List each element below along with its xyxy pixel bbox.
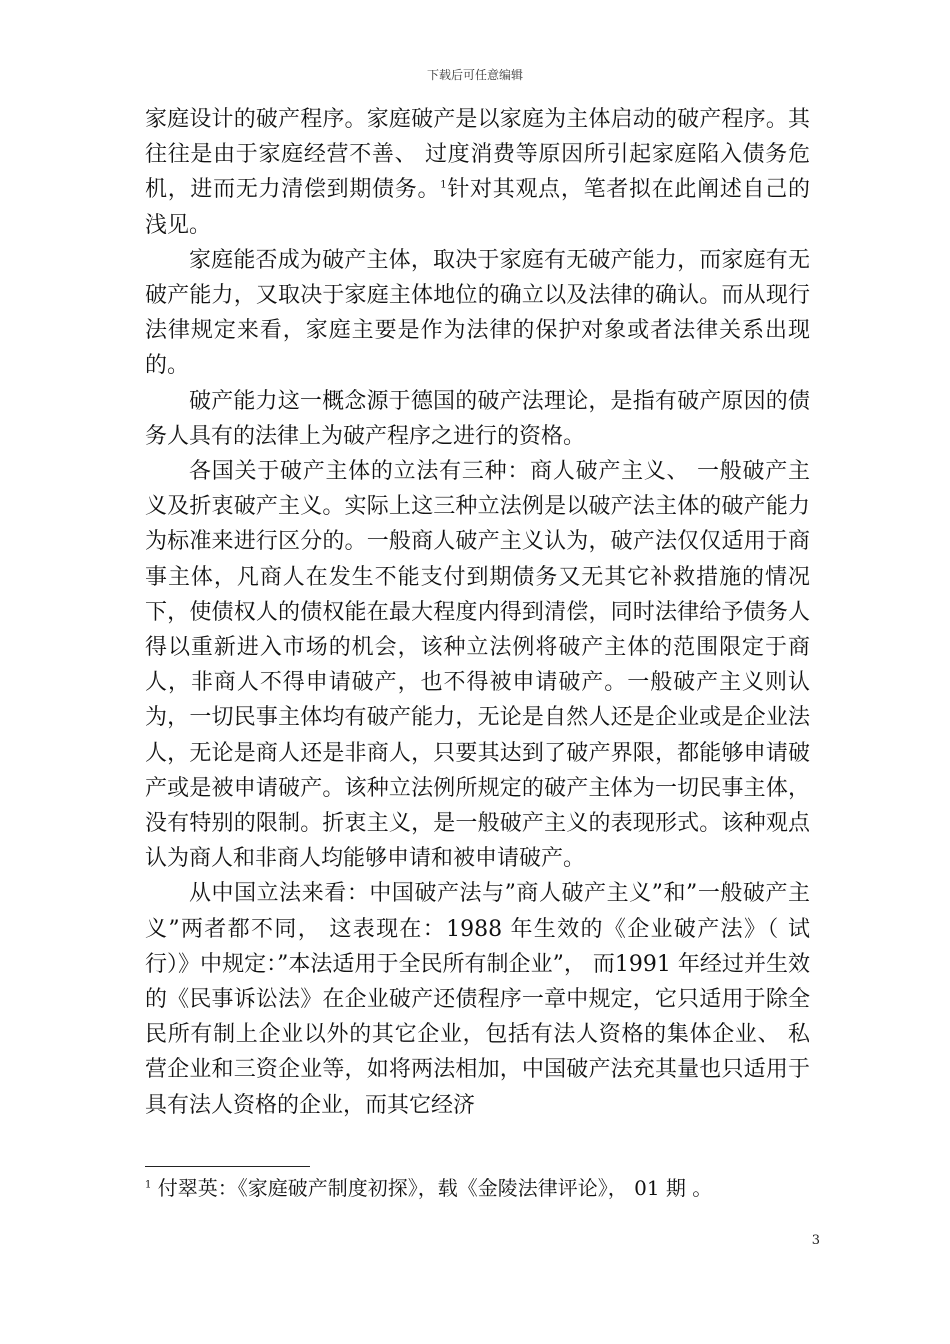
footnote-reference[interactable]: 1 — [440, 180, 447, 192]
document-body — [145, 102, 810, 1123]
footnote — [145, 1172, 805, 1204]
page-header: 下载后可任意编辑 — [426, 68, 523, 82]
paragraph-2: 家庭能否成为破产主体，取决于家庭有无破产能力，而家庭有无破产能力，又取决于家庭主体地位的确立以及法律的确认。而从现行法律规定来看，家庭主要是作为法律的保护对象或者法律关系出现的。 — [145, 247, 810, 379]
paragraph-3: 破产能力这一概念源于德国的破产法理论，是指有破产原因的债务人具有的法律上为破产程序之进行的资格。 — [145, 388, 810, 449]
footnote-number: 1 — [145, 1179, 152, 1191]
page-number: 3 — [811, 1233, 820, 1248]
paragraph-1 — [145, 102, 810, 243]
footnote-separator — [145, 1166, 310, 1167]
footnote-text: 付翠英：《家庭破产制度初探》，载《金陵法律评论》， 01 期 。 — [157, 1176, 713, 1200]
paragraph-1-text-a: 家庭设计的破产程序。家庭破产是以家庭为主体启动的破产程序。其往往是由于家庭经营不善、 过度消费等原因所引起家庭陷入债务危机，进而无力清偿到期债务。 — [145, 107, 810, 203]
paragraph-1-text-b: 针对其观点，笔者拟在此阐述自己的浅见。 — [145, 177, 810, 238]
paragraph-4: 各国关于破产主体的立法有三种：商人破产主义、 一般破产主义及折衷破产主义。实际上这三种立法例是以破产法主体的破产能力为标准来进行区分的。一般商人破产主义认为，破产法仅仅适用于商事主体，凡商人在发生不能支付到期债务又无其它补救措施的情况下，使债权人的债权能在最大程度内得到清偿，同时法律给予债务人得以重新进入市场的机会，该种立法例将破产主体的范围限定于商人，非商人不得申请破产，也不得被申请破产。一般破产主义则认为，一切民事主体均有破产能力，无论是自然人还是企业或是企业法人，无论是商人还是非商人，只要其达到了破产界限，都能够申请破产或是被申请破产。该种立法例所规定的破产主体为一切民事主体，没有特别的限制。折衷主义，是一般破产主义的表现形式。该种观点认为商人和非商人均能够申请和被申请破产。 — [145, 459, 810, 872]
paragraph-5: 从中国立法来看：中国破产法与”商人破产主义”和”一般破产主义”两者都不同， 这表现在：1988 年生效的《企业破产法》（ 试行）》中规定：”本法适用于全民所有制企业”， 而1991 年经过并生效的《民事诉讼法》在企业破产还债程序一章中规定，它只适用于除全民所有制上企业以外的其它企业，包括有法人资格的集体企业、 私营企业和三资企业等，如将两法相加，中国破产法充其量也只适用于具有法人资格的企业，而其它经济 — [145, 881, 810, 1118]
